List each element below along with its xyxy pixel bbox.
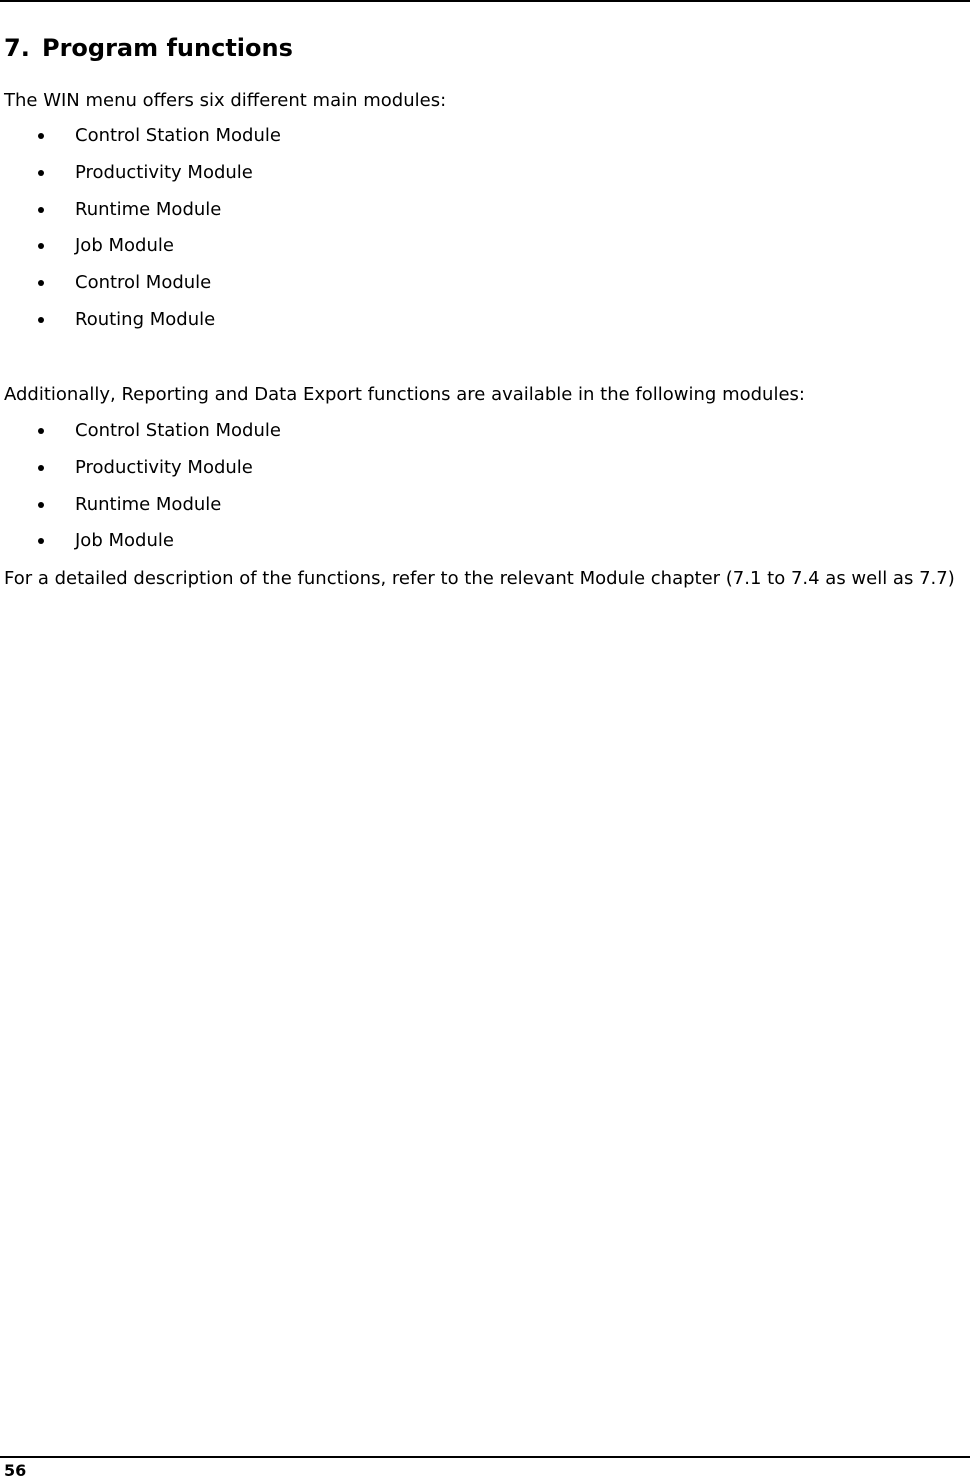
list-item-label: Productivity Module <box>75 161 253 183</box>
list-item <box>0 192 281 229</box>
list-item <box>0 450 281 487</box>
bullet-icon <box>38 428 44 434</box>
list-item-label: Control Station Module <box>75 125 281 146</box>
list-item <box>0 118 281 155</box>
page-number: 56 <box>4 1461 27 1480</box>
bullet-icon <box>38 133 44 139</box>
list-item-label: Runtime Module <box>75 198 222 220</box>
reporting-modules-list <box>0 413 281 560</box>
section-heading <box>4 30 293 66</box>
list-item-label: Control Module <box>75 272 212 294</box>
bullet-icon <box>38 243 44 249</box>
bullet-icon <box>38 502 44 508</box>
list-item <box>0 523 281 560</box>
section-number: 7. <box>4 34 30 62</box>
bullet-icon <box>38 538 44 544</box>
list-item <box>0 302 281 339</box>
bottom-rule <box>0 1456 970 1458</box>
list-item-label: Runtime Module <box>75 493 222 515</box>
additional-paragraph: Additionally, Reporting and Data Export functions are available in the following modules: <box>4 384 805 405</box>
list-item-label: Job Module <box>75 530 174 552</box>
bullet-icon <box>38 465 44 471</box>
list-item <box>0 487 281 524</box>
list-item-label: Productivity Module <box>75 456 253 478</box>
list-item <box>0 155 281 192</box>
list-item <box>0 413 281 450</box>
closing-paragraph: For a detailed description of the functions, refer to the relevant Module chapter (7.1 to 7.4 as well as 7.7) <box>4 568 955 589</box>
main-modules-list <box>0 118 281 339</box>
bullet-icon <box>38 170 44 176</box>
list-item-label: Control Station Module <box>75 420 281 441</box>
bullet-icon <box>38 207 44 213</box>
top-rule <box>0 0 970 2</box>
bullet-icon <box>38 280 44 286</box>
list-item-label: Job Module <box>75 235 174 257</box>
list-item <box>0 228 281 265</box>
list-item-label: Routing Module <box>75 308 216 330</box>
list-item <box>0 265 281 302</box>
section-title: Program functions <box>42 34 293 62</box>
intro-paragraph: The WIN menu offers six different main modules: <box>4 90 447 111</box>
bullet-icon <box>38 317 44 323</box>
